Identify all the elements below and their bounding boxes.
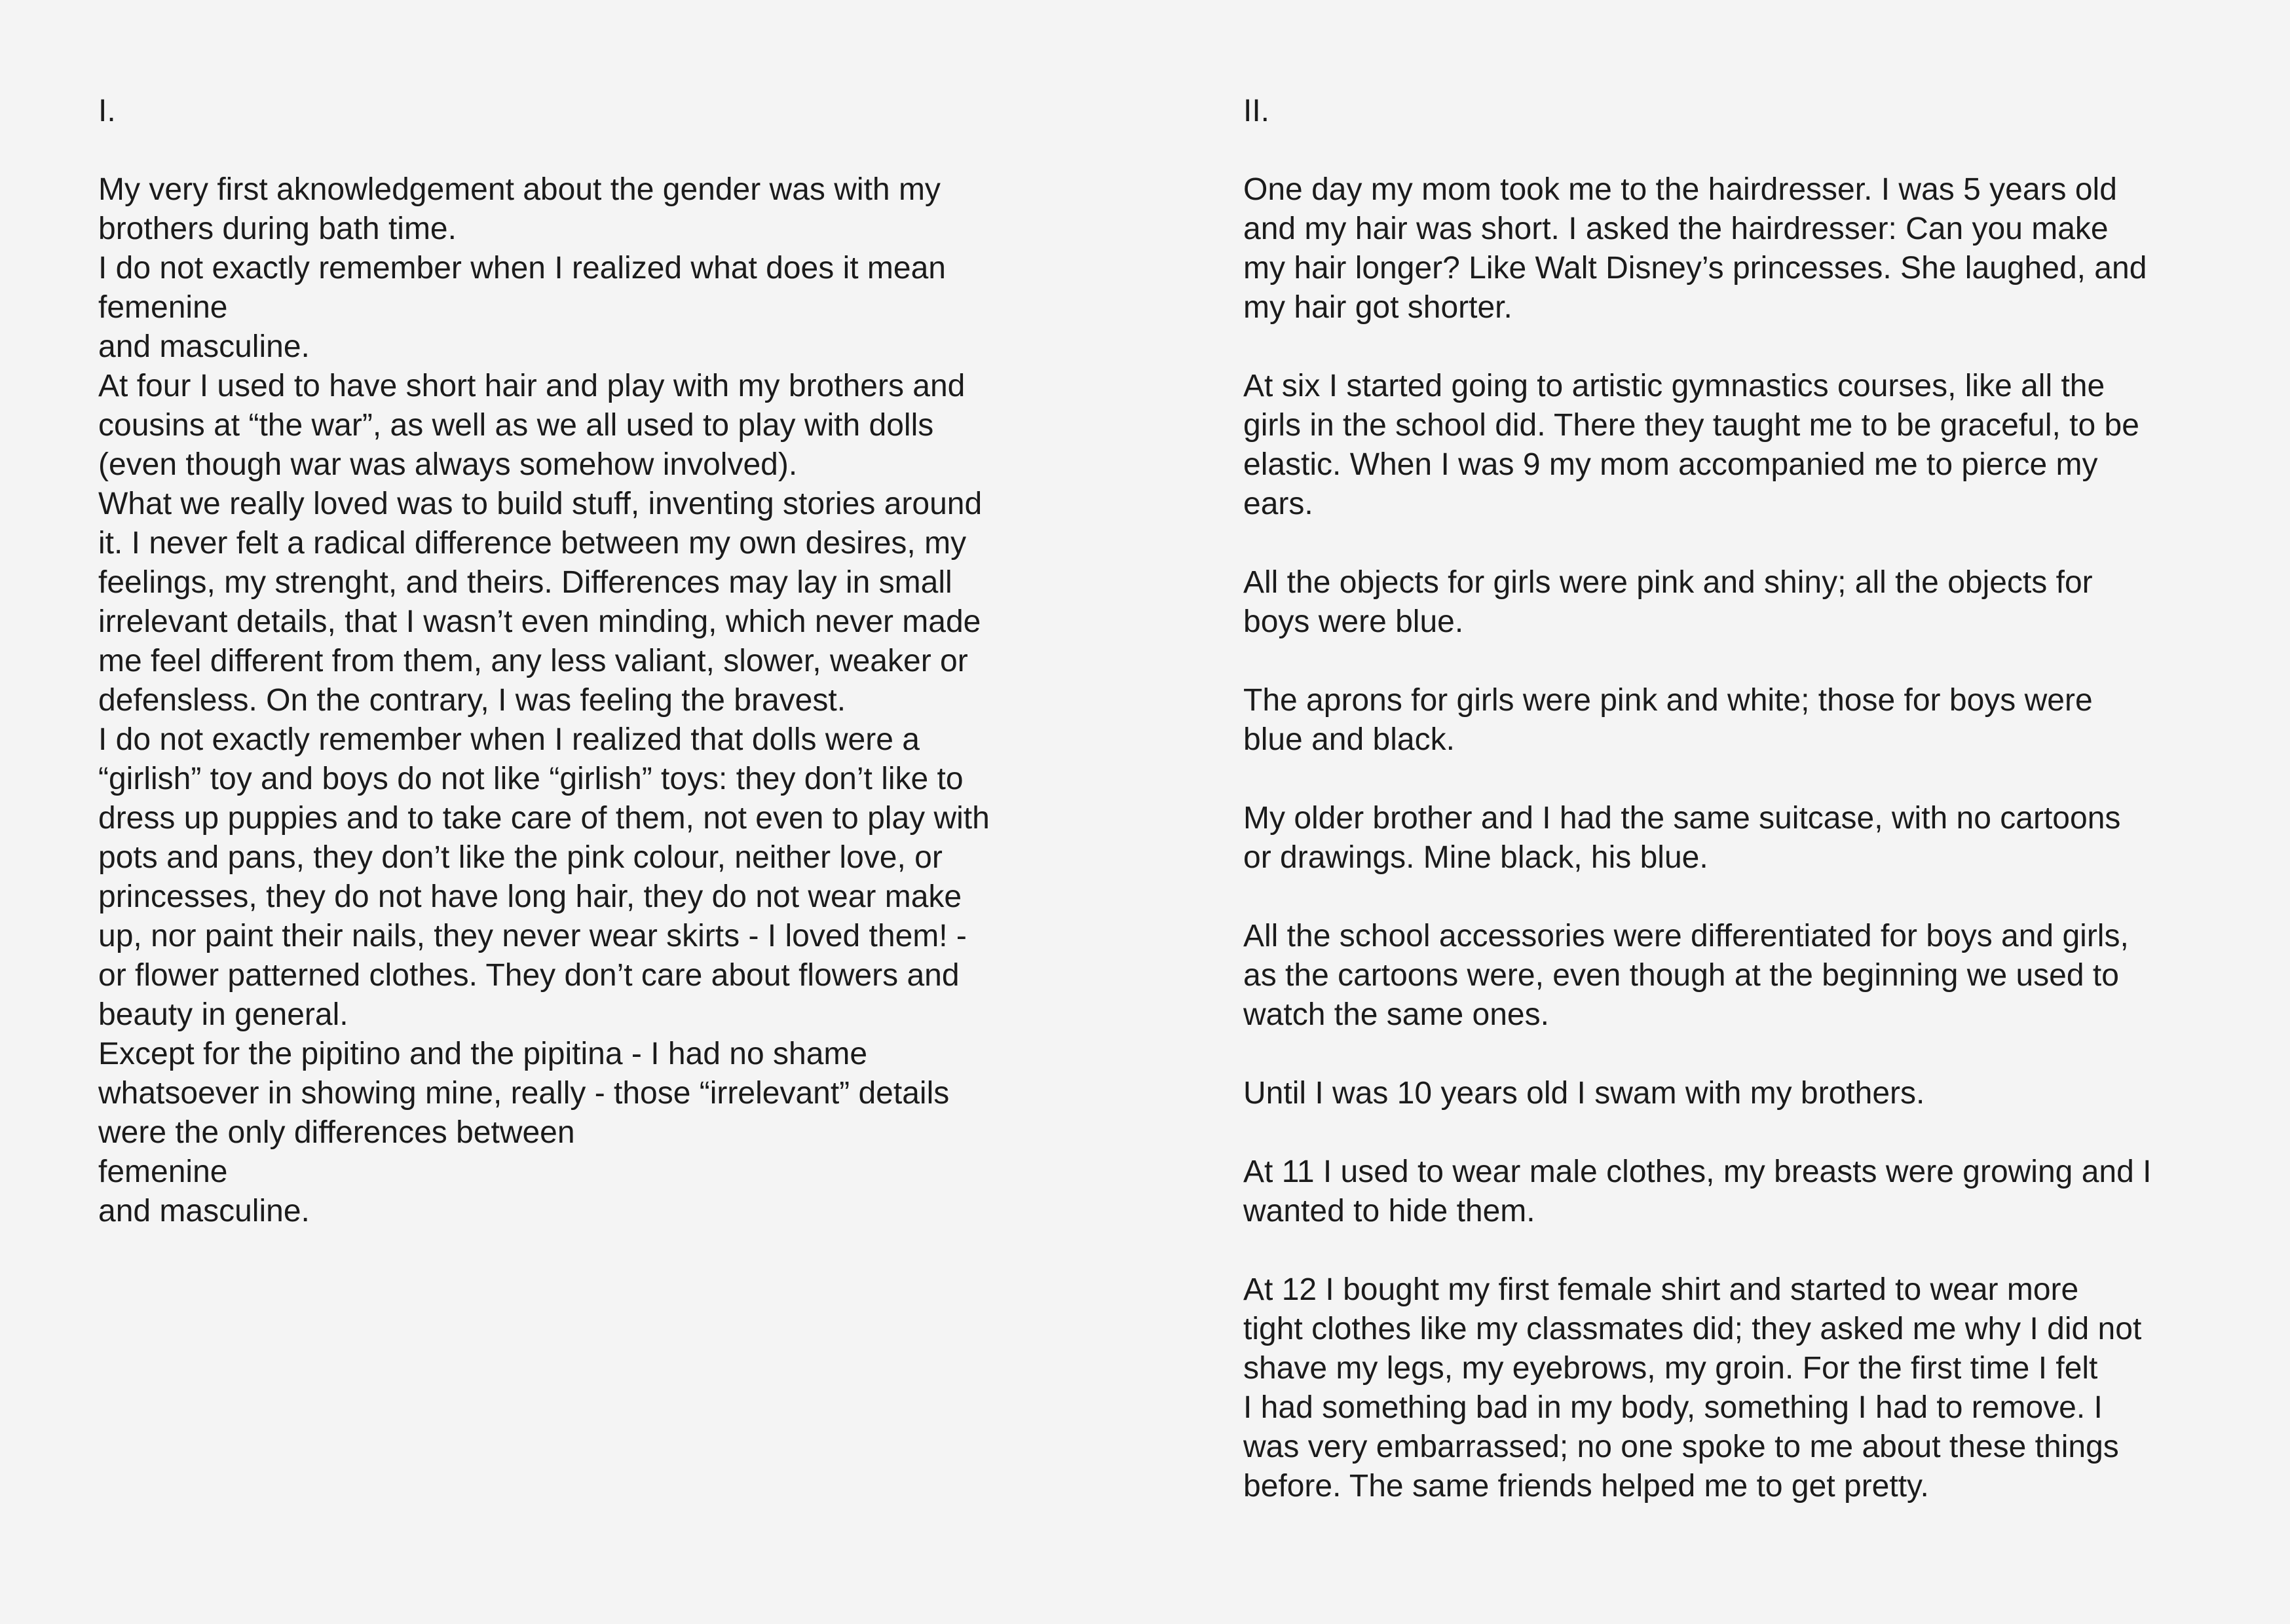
text-line: my hair got shorter. xyxy=(1243,290,1512,325)
text-line: beauty in general. xyxy=(98,997,348,1032)
text-line: defensless. On the contrary, I was feeling the bravest. xyxy=(98,683,846,718)
text-line: it. I never felt a radical difference between my own desires, my xyxy=(98,526,967,561)
text-line: One day my mom took me to the hairdresser. I was 5 years old xyxy=(1243,172,2117,207)
text-line: At 11 I used to wear male clothes, my breasts were growing and I xyxy=(1243,1154,2152,1189)
text-line: princesses, they do not have long hair, they do not wear make xyxy=(98,879,962,914)
section-heading: I. xyxy=(98,94,116,128)
text-line: or flower patterned clothes. They don’t care about flowers and xyxy=(98,958,960,993)
text-line: and masculine. xyxy=(98,1194,310,1228)
text-line: femenine xyxy=(98,1154,228,1189)
text-line: My older brother and I had the same suitcase, with no cartoons xyxy=(1243,801,2121,836)
text-line: “girlish” toy and boys do not like “girlish” toys: they don’t like to xyxy=(98,762,964,796)
paragraph-list xyxy=(98,170,1061,1231)
text-line: or drawings. Mine black, his blue. xyxy=(1243,840,1708,875)
paragraph-list xyxy=(1243,170,2206,1506)
paragraph xyxy=(1243,367,2206,524)
text-line: pots and pans, they don’t like the pink colour, neither love, or xyxy=(98,840,943,875)
text-line: was very embarrassed; no one spoke to me about these things xyxy=(1243,1430,2119,1464)
text-line: watch the same ones. xyxy=(1243,997,1549,1032)
paragraph xyxy=(1243,681,2206,760)
text-line: The aprons for girls were pink and white; those for boys were xyxy=(1243,683,2093,718)
text-line: wanted to hide them. xyxy=(1243,1194,1535,1228)
text-line: All the school accessories were differentiated for boys and girls, xyxy=(1243,919,2129,953)
text-line: feelings, my strenght, and theirs. Differences may lay in small xyxy=(98,565,952,600)
text-line: (even though war was always somehow involved). xyxy=(98,447,798,482)
text-line: All the objects for girls were pink and shiny; all the objects for xyxy=(1243,565,2093,600)
text-line: tight clothes like my classmates did; they asked me why I did not xyxy=(1243,1312,2142,1346)
text-line: At 12 I bought my first female shirt and started to wear more xyxy=(1243,1272,2079,1307)
text-line: My very first aknowledgement about the gender was with my xyxy=(98,172,941,207)
text-line: boys were blue. xyxy=(1243,604,1464,639)
paragraph xyxy=(1243,1153,2206,1231)
text-line: femenine xyxy=(98,290,228,325)
text-line: before. The same friends helped me to get pretty. xyxy=(1243,1469,1929,1504)
text-line: were the only differences between xyxy=(98,1115,575,1150)
text-line: girls in the school did. There they taught me to be graceful, to be xyxy=(1243,408,2139,443)
text-line: irrelevant details, that I wasn’t even minding, which never made xyxy=(98,604,981,639)
paragraph xyxy=(98,170,1061,1231)
text-line: and masculine. xyxy=(98,329,310,364)
text-line: What we really loved was to build stuff, inventing stories around xyxy=(98,487,983,521)
section-heading: II. xyxy=(1243,94,1270,128)
text-line: as the cartoons were, even though at the beginning we used to xyxy=(1243,958,2119,993)
paragraph xyxy=(1243,1270,2206,1506)
text-line: my hair longer? Like Walt Disney’s princesses. She laughed, and xyxy=(1243,251,2147,286)
text-line: I do not exactly remember when I realized that dolls were a xyxy=(98,722,920,757)
text-line: elastic. When I was 9 my mom accompanied me to pierce my xyxy=(1243,447,2098,482)
text-line: At six I started going to artistic gymnastics courses, like all the xyxy=(1243,369,2105,403)
text-line: whatsoever in showing mine, really - those “irrelevant” details xyxy=(98,1076,950,1111)
text-line: I had something bad in my body, something I had to remove. I xyxy=(1243,1390,2103,1425)
paragraph xyxy=(1243,563,2206,642)
column-section-2 xyxy=(1243,92,2206,1506)
text-line: dress up puppies and to take care of them, not even to play with xyxy=(98,801,990,836)
text-line: and my hair was short. I asked the hairdresser: Can you make xyxy=(1243,212,2109,246)
text-line: me feel different from them, any less valiant, slower, weaker or xyxy=(98,644,968,678)
paragraph xyxy=(1243,799,2206,877)
text-line: Except for the pipitino and the pipitina - I had no shame xyxy=(98,1037,868,1071)
paragraph xyxy=(1243,170,2206,327)
paragraph xyxy=(1243,917,2206,1035)
text-line: brothers during bath time. xyxy=(98,212,457,246)
text-line: Until I was 10 years old I swam with my brothers. xyxy=(1243,1076,1925,1111)
column-section-1 xyxy=(98,92,1061,1231)
text-line: At four I used to have short hair and play with my brothers and xyxy=(98,369,966,403)
text-line: I do not exactly remember when I realized what does it mean xyxy=(98,251,946,286)
text-line: shave my legs, my eyebrows, my groin. For the first time I felt xyxy=(1243,1351,2098,1386)
text-line: up, nor paint their nails, they never wear skirts - I loved them! - xyxy=(98,919,967,953)
text-line: ears. xyxy=(1243,487,1313,521)
text-line: cousins at “the war”, as well as we all used to play with dolls xyxy=(98,408,934,443)
text-line: blue and black. xyxy=(1243,722,1455,757)
paragraph xyxy=(1243,1074,2206,1113)
